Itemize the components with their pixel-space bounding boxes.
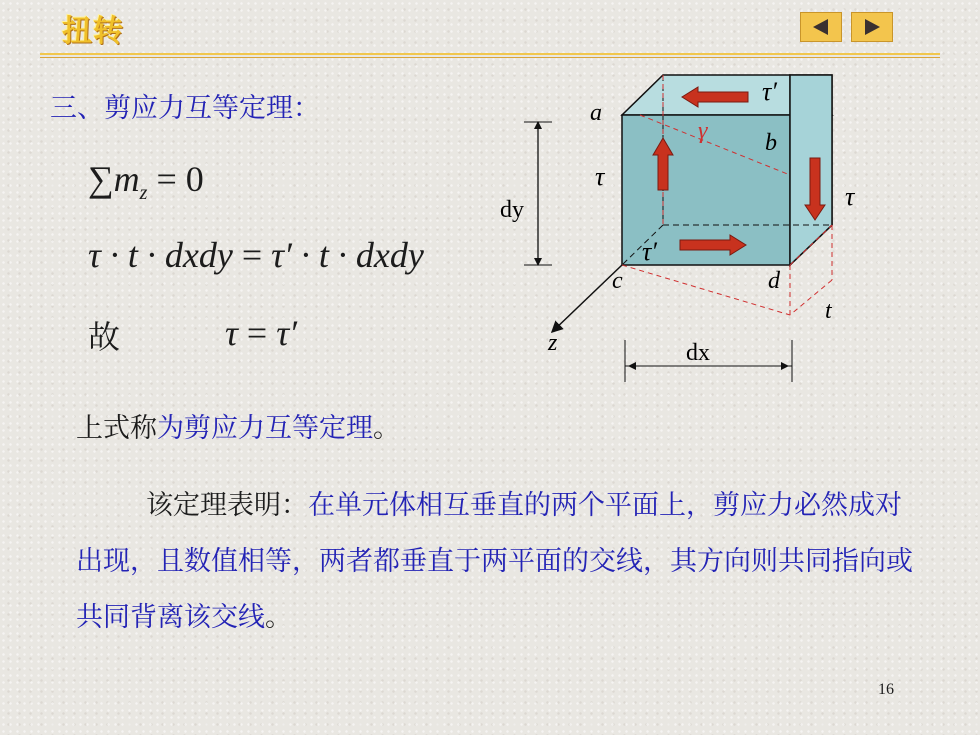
section-title: 三、剪应力互等定理： <box>50 93 320 124</box>
paragraph-end: 。 <box>265 602 292 633</box>
page-number: 16 <box>878 681 894 698</box>
element-cube-diagram <box>490 70 860 390</box>
right-triangle-icon <box>852 13 892 41</box>
label-dx: dx <box>686 340 710 366</box>
logo: 扭转 <box>62 14 124 49</box>
label-dy: dy <box>500 197 524 223</box>
label-tau-right: τ <box>845 182 855 211</box>
statement-suffix: 。 <box>373 413 400 444</box>
statement-highlight: 为剪应力互等定理 <box>157 413 373 444</box>
theorem-statement <box>76 406 400 445</box>
label-tau-prime-top: τ′ <box>762 77 777 106</box>
formula-equilibrium: τ · t · dxdy = τ′ · t · dxdy <box>88 235 424 275</box>
previous-slide-button[interactable] <box>800 12 842 42</box>
header-rule <box>40 53 940 55</box>
label-gamma: γ <box>698 118 708 144</box>
theorem-explanation <box>76 478 916 646</box>
next-slide-button[interactable] <box>851 12 893 42</box>
label-c: c <box>612 268 623 294</box>
left-triangle-icon <box>801 13 841 41</box>
statement-prefix: 上式称 <box>76 413 157 444</box>
label-t: t <box>825 298 832 324</box>
label-b: b <box>765 130 777 156</box>
label-z: z <box>548 330 558 356</box>
formula-moment-sum: $\sum m_z = 0$ <box>88 159 204 205</box>
formula-conclusion-lead: 故 <box>88 318 121 356</box>
paragraph-lead: 该定理表明： <box>146 490 308 521</box>
header-rule-thin <box>40 57 940 58</box>
paragraph-highlight: 在单元体相互垂直的两个平面上，剪应力必然成对出现，且数值相等，两者都垂直于两平面的交线，其方向则共同指向或共同背离该交线 <box>76 490 913 633</box>
label-tau-left: τ <box>595 162 605 191</box>
label-d: d <box>768 268 780 294</box>
label-a: a <box>590 100 602 126</box>
formula-conclusion: τ = τ′ <box>225 313 297 353</box>
label-tau-prime-bottom: τ′ <box>642 237 657 266</box>
